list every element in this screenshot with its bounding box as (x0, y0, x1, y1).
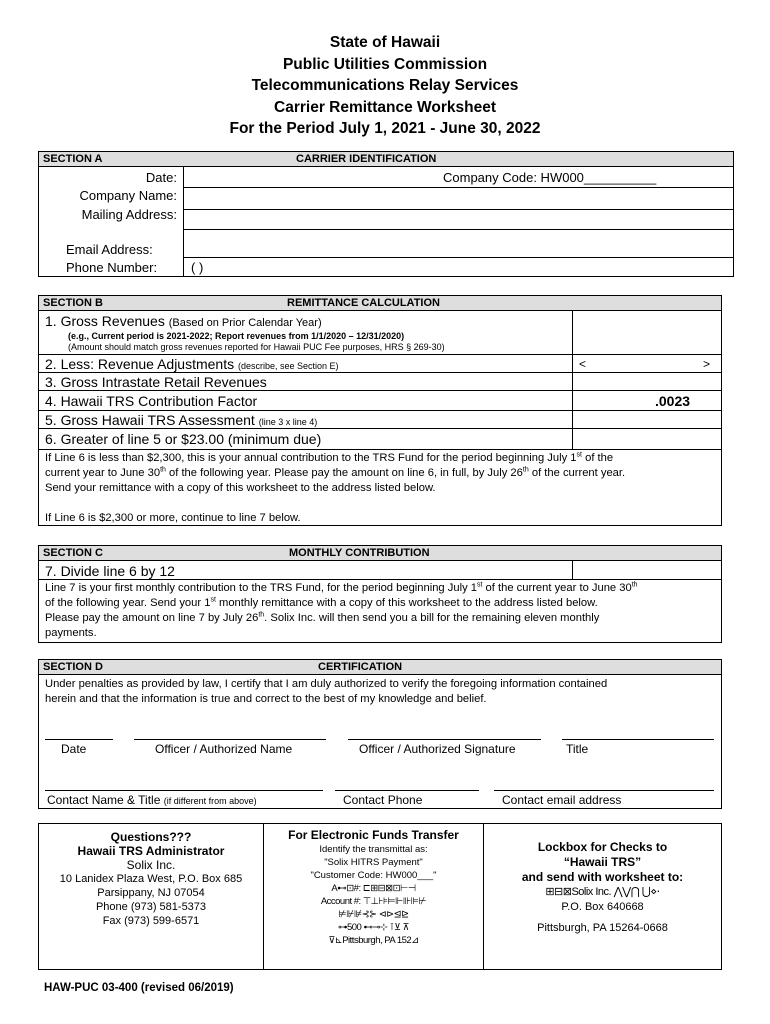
officer-signature-label: Officer / Authorized Signature (359, 742, 516, 756)
section-c-header (39, 546, 721, 561)
date-label: Date: (145, 170, 177, 185)
certification-text: Under penalties as provided by law, I certify that I am duly authorized to verify the foregoing information contained herein and that the information is true and correct to the best of my knowledge and belief. (45, 678, 608, 705)
line-1-sub-2: (Amount should match gross revenues reported for Hawaii PUC Fee purposes, HRS § 269-30) (68, 342, 445, 352)
section-a (38, 151, 734, 277)
title-line-4: Carrier Remittance Worksheet (274, 98, 496, 116)
phone-number-field[interactable]: ( ) (191, 260, 204, 275)
company-name-field[interactable] (184, 188, 733, 209)
contact-phone-label: Contact Phone (343, 793, 423, 807)
section-c-note: Line 7 is your first monthly contribution to the TRS Fund, for the period beginning July 1st of the current year to June 30th of the following year. Send your 1st monthly remittance with a copy of this worksheet to the address listed below. Please pay the amount on line 7 by July 26th. Solix Inc. will then send you a bill for the remaining eleven monthly payments. (45, 581, 638, 639)
company-code: Company Code: HW000__________ (443, 170, 657, 185)
title-label: Title (566, 742, 589, 756)
section-b-header (39, 296, 721, 311)
form-id: HAW-PUC 03-400 (revised 06/2019) (44, 982, 234, 994)
line-6-field[interactable] (573, 429, 721, 449)
title-line-3: Telecommunications Relay Services (251, 77, 519, 94)
mailing-address-label: Mailing Address: (81, 207, 177, 222)
date-field[interactable] (184, 168, 733, 187)
line-7-field[interactable] (573, 562, 721, 579)
page-title (0, 32, 770, 140)
section-c-label: SECTION C (43, 547, 103, 559)
officer-name-label: Officer / Authorized Name (155, 742, 293, 756)
company-name-label: Company Name: (79, 188, 177, 203)
line-4-label: 4. Hawaii TRS Contribution Factor (45, 393, 258, 409)
date-signature-label: Date (61, 742, 87, 756)
phone-number-label: Phone Number: (66, 260, 158, 275)
line-5-label: 5. Gross Hawaii TRS Assessment (line 3 x line 4) (45, 412, 318, 428)
line-2-gt: > (703, 357, 711, 371)
section-c (38, 545, 722, 643)
section-b (38, 295, 722, 526)
section-b-heading: REMITTANCE CALCULATION (287, 297, 440, 309)
eft-block: For Electronic Funds Transfer Identify the transmittal as: "Solix HITRS Payment" "Customer Code: HW000___" A⊷⊡#: ⊏⊞⊟⊠⊡⊢⊣ Account #: ⊤⊥⊦⊧⊨⊩⊪⊫⊬ ⊭⊮⊯⊰⊱ ⊲⊳⊴⊵ ⊶500 ⊷⊸⊹ ⊺⊻ ⊼ ⊽⊾Pittsburgh, PA 152⊿ (288, 828, 459, 946)
line-2-lt: < (579, 357, 587, 371)
contact-name-label: Contact Name & Title (if different from above) (47, 793, 257, 807)
section-a-header (39, 152, 733, 167)
line-5-field[interactable] (573, 411, 721, 428)
email-address-label: Email Address: (66, 242, 153, 257)
contact-email-label: Contact email address (502, 793, 622, 807)
line-6-label: 6. Greater of line 5 or $23.00 (minimum due) (45, 431, 322, 447)
section-d-heading: CERTIFICATION (318, 661, 403, 673)
questions-block: Questions??? Hawaii TRS Administrator Solix Inc. 10 Lanidex Plaza West, P.O. Box 685 Parsippany, NJ 07054 Phone (973) 581-5373 Fax (973) 599-6571 (59, 830, 243, 927)
email-address-field[interactable] (184, 230, 733, 257)
lockbox-block: Lockbox for Checks to “Hawaii TRS” and send with worksheet to: ⊞⊟⊠Solix Inc. ⋀⋁⋂ ⋃⋄⋅ P.O. Box 640668 Pittsburgh, PA 15264-0668 (521, 840, 684, 934)
section-a-label: SECTION A (43, 153, 103, 165)
line-3-label: 3. Gross Intrastate Retail Revenues (45, 374, 267, 390)
line-1-field[interactable] (573, 312, 721, 354)
section-a-heading: CARRIER IDENTIFICATION (296, 153, 437, 165)
section-c-heading: MONTHLY CONTRIBUTION (289, 547, 430, 559)
line-7-label: 7. Divide line 6 by 12 (45, 563, 175, 579)
title-line-5: For the Period July 1, 2021 - June 30, 2022 (229, 120, 541, 137)
section-b-note: If Line 6 is less than $2,300, this is your annual contribution to the TRS Fund for the period beginning July 1st of the current year to June 30th of the following year. Please pay the amount on line 6, in full, by July 26th of the current year. Send your remittance with a copy of this worksheet to the address listed below. If Line 6 is $2,300 or more, continue to line 7 below. (45, 451, 626, 524)
line-3-field[interactable] (573, 373, 721, 390)
footer-info-box (38, 823, 722, 970)
line-1-sub-1: (e.g., Current period is 2021-2022; Report revenues from 1/1/2020 – 12/31/2020) (68, 331, 405, 341)
line-4-value: .0023 (655, 393, 691, 409)
section-d-header (39, 660, 721, 675)
section-d-label: SECTION D (43, 661, 103, 673)
mailing-address-field[interactable] (184, 210, 733, 229)
section-b-label: SECTION B (43, 297, 103, 309)
title-line-2: Public Utilities Commission (282, 55, 488, 73)
line-1-label: 1. Gross Revenues (Based on Prior Calendar Year) (45, 313, 322, 329)
title-line-1: State of Hawaii (329, 34, 441, 51)
line-2-label: 2. Less: Revenue Adjustments (describe, see Section E) (45, 356, 339, 372)
section-d (38, 659, 722, 809)
